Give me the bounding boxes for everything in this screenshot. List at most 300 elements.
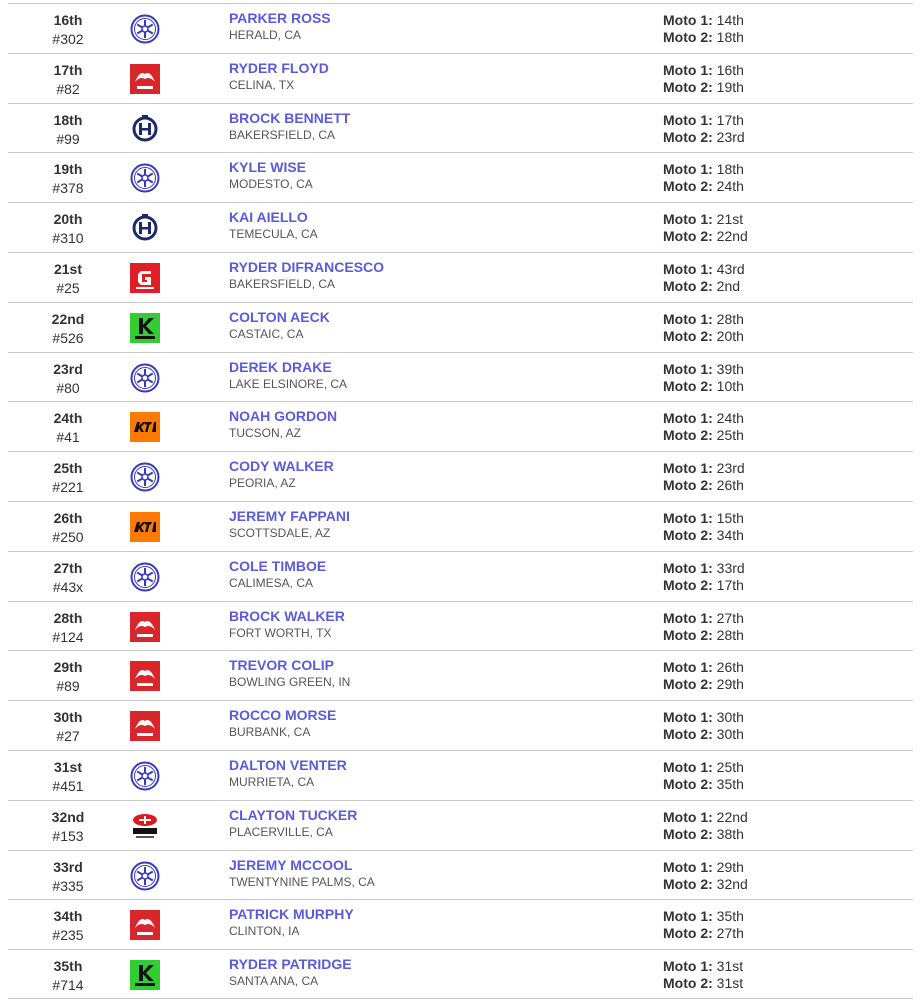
moto-2-value: 2nd <box>716 278 741 294</box>
moto-1-result <box>663 161 744 178</box>
finish-place: 17th <box>53 61 83 78</box>
rider-cell <box>229 657 350 690</box>
moto-2-label: Moto 2: <box>663 278 713 294</box>
rider-number: #378 <box>52 180 84 197</box>
rider-hometown: SANTA ANA, CA <box>229 974 319 989</box>
moto-2-value: 19th <box>716 78 744 95</box>
moto-2-result <box>663 427 744 444</box>
moto-2-value: 10th <box>716 377 744 394</box>
moto-2-label: Moto 2: <box>663 427 713 444</box>
rider-cell <box>229 359 347 392</box>
moto-2-label: Moto 2: <box>663 626 713 643</box>
position-cell <box>8 658 128 696</box>
position-cell <box>8 61 128 99</box>
position-cell <box>8 957 128 995</box>
rider-number: #221 <box>52 479 84 496</box>
moto-results <box>663 759 744 793</box>
moto-2-value: 34th <box>716 527 744 543</box>
moto-2-result <box>663 925 744 942</box>
position-cell <box>8 360 128 398</box>
moto-results <box>663 958 743 992</box>
rider-number: #250 <box>52 529 84 545</box>
moto-1-label: Moto 1: <box>663 510 713 526</box>
rider-hometown: BURBANK, CA <box>229 725 311 740</box>
finish-place: 18th <box>53 111 83 128</box>
moto-1-result <box>663 460 745 477</box>
rider-number: #714 <box>52 977 84 994</box>
finish-place: 20th <box>53 211 83 228</box>
position-cell <box>8 459 128 497</box>
rider-number: #43x <box>52 578 84 595</box>
moto-results <box>663 809 748 843</box>
moto-results <box>663 361 744 395</box>
moto-results <box>663 112 745 146</box>
moto-2-result <box>663 726 744 743</box>
moto-1-value: 33rd <box>716 559 745 576</box>
rider-hometown: HERALD, CA <box>229 28 302 42</box>
rider-cell <box>229 309 330 342</box>
position-cell <box>8 559 128 597</box>
moto-2-label: Moto 2: <box>663 527 713 543</box>
moto-2-label: Moto 2: <box>663 477 713 494</box>
table-row <box>8 601 913 651</box>
yamaha-logo-icon <box>130 163 160 193</box>
rider-number: #89 <box>56 678 80 695</box>
finish-place: 32nd <box>51 808 85 825</box>
rider-name-link[interactable]: NOAH GORDON <box>229 408 338 425</box>
moto-1-result <box>663 361 744 378</box>
moto-1-value: 22nd <box>716 808 748 825</box>
moto-1-label: Moto 1: <box>663 161 713 178</box>
rider-name-link[interactable]: RYDER PATRIDGE <box>229 956 352 973</box>
moto-results <box>663 62 744 96</box>
rider-name-link[interactable]: DALTON VENTER <box>229 757 347 773</box>
rider-hometown: CASTAIC, CA <box>229 326 304 341</box>
moto-1-value: 39th <box>716 360 744 377</box>
table-row <box>8 949 913 999</box>
moto-2-value: 26th <box>716 477 744 494</box>
rider-hometown: BAKERSFIELD, CA <box>229 277 336 291</box>
rider-hometown: BAKERSFIELD, CA <box>229 127 336 142</box>
moto-2-result <box>663 527 744 544</box>
moto-1-result <box>663 709 744 726</box>
yamaha-logo-icon <box>130 363 160 393</box>
moto-2-result <box>663 328 744 345</box>
rider-name-link[interactable]: COLTON AECK <box>229 308 330 325</box>
moto-results <box>663 560 745 594</box>
rider-name-link[interactable]: RYDER DIFRANCESCO <box>229 259 385 275</box>
moto-2-label: Moto 2: <box>663 78 713 95</box>
rider-number: #80 <box>56 379 80 396</box>
rider-cell <box>229 408 337 441</box>
moto-1-result <box>663 261 745 278</box>
rider-name-link[interactable]: BROCK BENNETT <box>229 109 351 126</box>
table-row <box>8 501 913 551</box>
moto-1-label: Moto 1: <box>663 61 713 78</box>
moto-results <box>663 211 748 245</box>
moto-1-result <box>663 908 744 925</box>
rider-number: #41 <box>56 429 80 446</box>
moto-1-label: Moto 1: <box>663 360 713 377</box>
rider-number: #99 <box>56 130 80 147</box>
honda-logo-icon <box>130 711 160 741</box>
rider-cell <box>229 857 375 890</box>
rider-name-link[interactable]: JEREMY MCCOOL <box>229 856 353 873</box>
moto-1-value: 43rd <box>716 261 745 277</box>
rider-hometown: TUCSON, AZ <box>229 426 302 441</box>
finish-place: 26th <box>53 510 83 526</box>
position-cell <box>8 808 128 846</box>
table-row <box>8 451 913 501</box>
table-row <box>8 750 913 800</box>
moto-2-value: 23rd <box>716 128 745 145</box>
moto-results <box>663 510 744 544</box>
moto-2-value: 22nd <box>716 228 748 245</box>
position-cell <box>8 210 128 248</box>
kawasaki-logo-icon <box>130 313 160 343</box>
moto-1-value: 24th <box>716 410 744 427</box>
rider-name-link[interactable]: RYDER FLOYD <box>229 59 329 76</box>
moto-2-label: Moto 2: <box>663 676 713 693</box>
moto-1-result <box>663 112 745 129</box>
rider-hometown: BOWLING GREEN, IN <box>229 675 351 690</box>
table-row <box>8 899 913 949</box>
table-row <box>8 252 913 302</box>
moto-1-value: 28th <box>716 310 744 327</box>
position-cell <box>8 609 128 647</box>
yamaha-logo-icon <box>130 562 160 592</box>
moto-1-result <box>663 759 744 776</box>
moto-2-label: Moto 2: <box>663 925 713 942</box>
table-row <box>8 700 913 750</box>
rider-number: #302 <box>52 31 84 47</box>
moto-results <box>663 161 744 195</box>
position-cell <box>8 310 128 348</box>
finish-place: 33rd <box>53 858 83 875</box>
moto-1-label: Moto 1: <box>663 211 713 228</box>
moto-1-label: Moto 1: <box>663 709 713 726</box>
finish-place: 35th <box>53 958 83 975</box>
moto-results <box>663 311 744 345</box>
moto-results <box>663 610 744 644</box>
table-row <box>8 53 913 103</box>
rider-cell <box>229 209 318 242</box>
moto-2-result <box>663 79 744 96</box>
position-cell <box>8 509 128 547</box>
rider-cell <box>229 110 350 143</box>
moto-results <box>663 12 744 46</box>
table-row <box>8 650 913 700</box>
rider-number: #335 <box>52 877 84 894</box>
moto-1-result <box>663 610 744 627</box>
moto-1-label: Moto 1: <box>663 410 713 427</box>
position-cell <box>8 260 128 298</box>
yamaha-logo-icon <box>130 462 160 492</box>
moto-1-value: 26th <box>716 659 744 676</box>
finish-place: 23rd <box>53 360 83 377</box>
rider-hometown: CALIMESA, CA <box>229 575 314 590</box>
moto-2-value: 35th <box>716 776 744 792</box>
rider-name-link[interactable]: PATRICK MURPHY <box>229 906 354 923</box>
moto-results <box>663 859 748 893</box>
rider-name-link[interactable]: TREVOR COLIP <box>229 657 335 674</box>
moto-1-label: Moto 1: <box>663 609 713 626</box>
moto-1-result <box>663 62 744 79</box>
rider-hometown: TWENTYNINE PALMS, CA <box>229 874 375 889</box>
moto-2-label: Moto 2: <box>663 776 713 792</box>
moto-2-label: Moto 2: <box>663 576 713 593</box>
moto-2-value: 27th <box>716 925 744 942</box>
finish-place: 34th <box>53 908 83 925</box>
moto-2-result <box>663 378 744 395</box>
moto-1-result <box>663 659 744 676</box>
moto-1-label: Moto 1: <box>663 908 713 925</box>
moto-2-value: 20th <box>716 327 744 344</box>
moto-2-result <box>663 776 744 793</box>
rider-number: #526 <box>52 329 84 346</box>
honda-logo-icon <box>130 661 160 691</box>
moto-2-value: 29th <box>716 676 744 693</box>
rider-cell <box>229 10 331 43</box>
position-cell <box>8 11 128 49</box>
moto-1-label: Moto 1: <box>663 310 713 327</box>
moto-1-value: 17th <box>716 111 744 128</box>
finish-place: 27th <box>53 559 83 576</box>
moto-2-label: Moto 2: <box>663 825 713 842</box>
moto-1-result <box>663 859 748 876</box>
moto-2-result <box>663 29 744 46</box>
rider-number: #235 <box>52 927 84 944</box>
rider-number: #82 <box>56 80 80 97</box>
moto-2-label: Moto 2: <box>663 228 713 245</box>
moto-2-result <box>663 826 748 843</box>
gasgas-logo-icon <box>130 263 160 293</box>
kawasaki-logo-icon <box>130 960 160 990</box>
table-row <box>8 850 913 900</box>
moto-2-label: Moto 2: <box>663 875 713 892</box>
finish-place: 22nd <box>51 310 85 327</box>
rider-cell <box>229 159 313 192</box>
moto-1-value: 23rd <box>716 460 745 477</box>
moto-2-label: Moto 2: <box>663 178 713 195</box>
husqvarna-logo-icon <box>130 114 160 144</box>
table-row <box>8 152 913 202</box>
position-cell <box>8 708 128 746</box>
rider-number: #25 <box>56 280 80 296</box>
rider-name-link[interactable]: CODY WALKER <box>229 458 334 475</box>
moto-1-label: Moto 1: <box>663 111 713 128</box>
moto-2-result <box>663 278 745 295</box>
rider-cell <box>229 60 329 93</box>
yamaha-logo-icon <box>130 761 160 791</box>
rider-cell <box>229 458 334 491</box>
rider-name-link[interactable]: COLE TIMBOE <box>229 557 327 574</box>
moto-2-label: Moto 2: <box>663 726 713 743</box>
moto-1-label: Moto 1: <box>663 261 713 277</box>
finish-place: 25th <box>53 460 83 477</box>
moto-2-label: Moto 2: <box>663 128 713 145</box>
finish-place: 24th <box>53 410 83 427</box>
moto-1-label: Moto 1: <box>663 858 713 875</box>
moto-2-result <box>663 228 748 245</box>
position-cell <box>8 758 128 796</box>
finish-place: 29th <box>53 659 83 676</box>
moto-2-value: 38th <box>716 825 744 842</box>
moto-1-value: 18th <box>716 161 744 178</box>
position-cell <box>8 858 128 896</box>
husqvarna-logo-icon <box>130 213 160 243</box>
rider-cell <box>229 807 357 840</box>
honda-logo-icon <box>130 612 160 642</box>
moto-2-label: Moto 2: <box>663 29 713 45</box>
rider-name-link[interactable]: BROCK WALKER <box>229 607 345 624</box>
moto-1-label: Moto 1: <box>663 759 713 775</box>
finish-place: 16th <box>53 12 83 28</box>
rider-hometown: FORT WORTH, TX <box>229 625 332 640</box>
rider-hometown: MURRIETA, CA <box>229 775 315 789</box>
moto-1-label: Moto 1: <box>663 12 713 28</box>
moto-results <box>663 261 745 295</box>
rider-number: #27 <box>56 728 80 745</box>
beta-logo-icon <box>130 811 160 841</box>
moto-results <box>663 709 744 743</box>
moto-2-result <box>663 627 744 644</box>
rider-hometown: CLINTON, IA <box>229 924 300 939</box>
position-cell <box>8 907 128 945</box>
moto-2-result <box>663 876 748 893</box>
moto-1-value: 27th <box>716 609 744 626</box>
moto-2-result <box>663 178 744 195</box>
moto-1-result <box>663 809 748 826</box>
rider-hometown: PEORIA, AZ <box>229 476 296 491</box>
rider-name-link[interactable]: CLAYTON TUCKER <box>229 806 358 823</box>
finish-place: 19th <box>53 161 83 178</box>
rider-name-link[interactable]: DEREK DRAKE <box>229 358 332 375</box>
rider-number: #451 <box>52 778 84 794</box>
rider-cell <box>229 508 350 541</box>
moto-2-value: 17th <box>716 576 744 593</box>
rider-name-link[interactable]: KYLE WISE <box>229 159 307 176</box>
moto-1-result <box>663 510 744 527</box>
moto-results <box>663 460 745 494</box>
moto-2-value: 28th <box>716 626 744 643</box>
moto-1-result <box>663 211 748 228</box>
rider-cell <box>229 259 384 292</box>
moto-1-value: 15th <box>716 510 744 526</box>
honda-logo-icon <box>130 910 160 940</box>
rider-hometown: SCOTTSDALE, AZ <box>229 526 331 540</box>
moto-2-value: 18th <box>716 29 744 45</box>
moto-2-label: Moto 2: <box>663 975 713 992</box>
moto-2-result <box>663 577 745 594</box>
moto-1-label: Moto 1: <box>663 559 713 576</box>
moto-2-label: Moto 2: <box>663 377 713 394</box>
table-row <box>8 3 913 53</box>
rider-number: #310 <box>52 230 84 247</box>
moto-2-label: Moto 2: <box>663 327 713 344</box>
moto-2-result <box>663 676 744 693</box>
moto-2-value: 24th <box>716 178 744 195</box>
rider-hometown: TEMECULA, CA <box>229 227 318 242</box>
yamaha-logo-icon <box>130 14 160 44</box>
moto-1-value: 16th <box>716 61 744 78</box>
moto-1-value: 29th <box>716 858 744 875</box>
rider-name-link[interactable]: JEREMY FAPPANI <box>229 508 350 524</box>
moto-2-result <box>663 477 745 494</box>
table-row <box>8 202 913 252</box>
moto-1-label: Moto 1: <box>663 460 713 477</box>
moto-1-value: 21st <box>716 211 744 228</box>
position-cell <box>8 160 128 198</box>
rider-number: #124 <box>52 628 84 645</box>
rider-cell <box>229 608 345 641</box>
table-row <box>8 103 913 153</box>
moto-2-value: 31st <box>716 975 744 992</box>
ktm-logo-icon <box>130 512 160 542</box>
finish-place: 21st <box>53 261 83 277</box>
rider-cell <box>229 707 336 740</box>
finish-place: 30th <box>53 709 83 726</box>
rider-cell <box>229 558 326 591</box>
moto-1-result <box>663 560 745 577</box>
moto-2-value: 30th <box>716 726 744 743</box>
rider-hometown: CELINA, TX <box>229 77 295 92</box>
moto-1-result <box>663 410 744 427</box>
moto-1-result <box>663 12 744 29</box>
rider-number: #153 <box>52 827 84 844</box>
moto-results <box>663 908 744 942</box>
moto-1-label: Moto 1: <box>663 958 713 975</box>
moto-2-result <box>663 129 745 146</box>
rider-name-link[interactable]: PARKER ROSS <box>229 10 331 26</box>
moto-1-result <box>663 311 744 328</box>
rider-hometown: LAKE ELSINORE, CA <box>229 376 348 391</box>
rider-cell <box>229 956 352 989</box>
rider-cell <box>229 906 354 939</box>
moto-1-label: Moto 1: <box>663 808 713 825</box>
position-cell <box>8 111 128 149</box>
table-row <box>8 401 913 451</box>
moto-1-value: 25th <box>716 759 744 775</box>
ktm-logo-icon <box>130 412 160 442</box>
rider-name-link[interactable]: ROCCO MORSE <box>229 707 337 724</box>
moto-results <box>663 410 744 444</box>
table-row <box>8 551 913 601</box>
rider-cell <box>229 757 347 790</box>
moto-1-value: 31st <box>716 958 744 975</box>
moto-1-label: Moto 1: <box>663 659 713 676</box>
table-row <box>8 800 913 850</box>
finish-place: 31st <box>53 759 83 775</box>
rider-name-link[interactable]: KAI AIELLO <box>229 209 308 226</box>
moto-1-result <box>663 958 743 975</box>
moto-results <box>663 659 744 693</box>
finish-place: 28th <box>53 609 83 626</box>
rider-hometown: MODESTO, CA <box>229 177 313 192</box>
rider-hometown: PLACERVILLE, CA <box>229 824 333 839</box>
moto-1-value: 30th <box>716 709 744 726</box>
yamaha-logo-icon <box>130 861 160 891</box>
table-row <box>8 302 913 352</box>
moto-1-value: 14th <box>716 12 744 28</box>
table-row <box>8 352 913 402</box>
position-cell <box>8 409 128 447</box>
moto-2-value: 32nd <box>716 875 748 892</box>
moto-1-value: 35th <box>716 908 744 925</box>
honda-logo-icon <box>130 64 160 94</box>
moto-2-result <box>663 975 743 992</box>
moto-2-value: 25th <box>716 427 744 444</box>
